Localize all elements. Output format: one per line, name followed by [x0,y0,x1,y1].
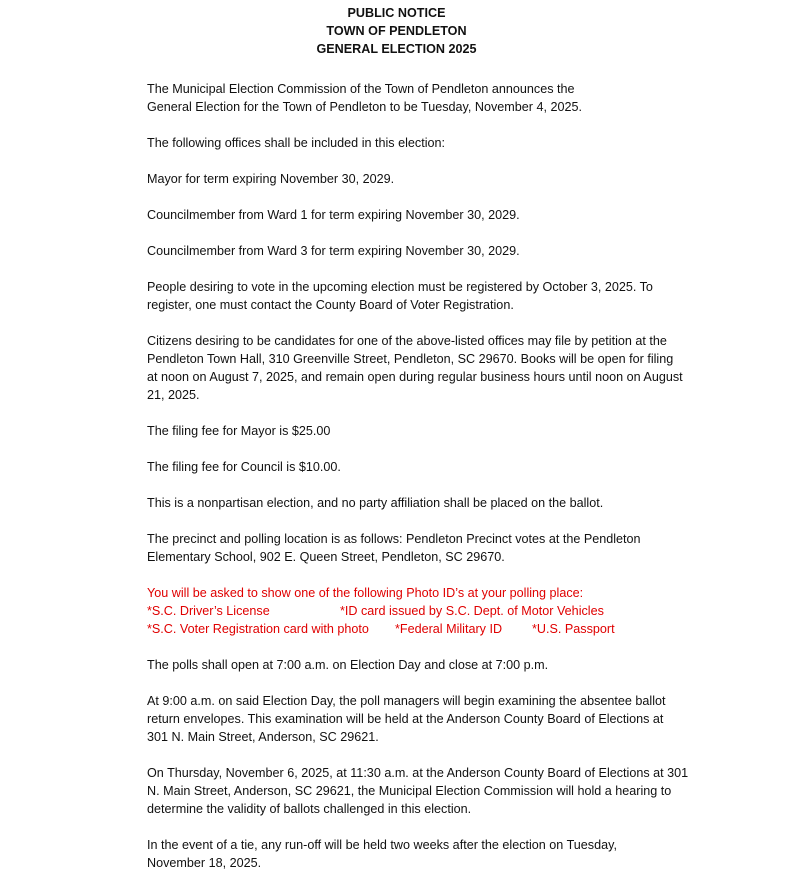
candidates-line: at noon on August 7, 2025, and remain open during regular business hours until noon on August [147,370,683,384]
candidates-line: Pendleton Town Hall, 310 Greenville Street, Pendleton, SC 29670. Books will be open for filing [147,352,674,366]
fee-council: The filing fee for Council is $10.00. [147,460,341,474]
announcement-paragraph [147,80,737,116]
registration-line: People desiring to vote in the upcoming election must be registered by October 3, 2025. To [147,280,653,294]
registration-line: register, one must contact the County Board of Voter Registration. [147,298,514,312]
candidates-line: 21, 2025. [147,388,200,402]
header-public-notice: PUBLIC NOTICE [347,6,446,20]
photo-id-intro: You will be asked to show one of the following Photo ID’s at your polling place: [147,586,584,600]
id-us-passport: *U.S. Passport [532,622,615,636]
hearing-line: On Thursday, November 6, 2025, at 11:30 a.m. at the Anderson County Board of Elections at 301 [147,766,689,780]
announcement-line: The Municipal Election Commission of the Town of Pendleton announces the [147,82,575,96]
office-mayor: Mayor for term expiring November 30, 2029. [147,172,395,186]
photo-id-block [147,584,737,638]
notice-header [0,4,793,58]
tie-line: November 18, 2025. [147,856,262,870]
registration-paragraph [147,278,737,314]
id-voter-registration-card: *S.C. Voter Registration card with photo [147,622,369,636]
header-town-name: TOWN OF PENDLETON [326,24,467,38]
tie-paragraph [147,836,737,872]
announcement-line: General Election for the Town of Pendleton to be Tuesday, November 4, 2025. [147,100,582,114]
precinct-line: Elementary School, 902 E. Queen Street, Pendleton, SC 29670. [147,550,505,564]
candidates-line: Citizens desiring to be candidates for one of the above-listed offices may file by petition at the [147,334,667,348]
fee-mayor: The filing fee for Mayor is $25.00 [147,424,331,438]
precinct-paragraph [147,530,737,566]
header-election-title: GENERAL ELECTION 2025 [316,42,477,56]
hearing-line: determine the validity of ballots challenged in this election. [147,802,472,816]
absentee-line: 301 N. Main Street, Anderson, SC 29621. [147,730,379,744]
tie-line: In the event of a tie, any run-off will be held two weeks after the election on Tuesday, [147,838,617,852]
absentee-line: return envelopes. This examination will be held at the Anderson County Board of Elections at [147,712,664,726]
id-dmv-card: *ID card issued by S.C. Dept. of Motor Vehicles [340,604,604,618]
precinct-line: The precinct and polling location is as follows: Pendleton Precinct votes at the Pendleton [147,532,641,546]
hearing-paragraph [147,764,737,818]
polls-hours: The polls shall open at 7:00 a.m. on Election Day and close at 7:00 p.m. [147,658,549,672]
offices-intro: The following offices shall be included in this election: [147,136,445,150]
candidates-paragraph [147,332,737,404]
hearing-line: N. Main Street, Anderson, SC 29621, the Municipal Election Commission will hold a hearing to [147,784,672,798]
photo-id-row-2 [147,620,737,638]
photo-id-row-1 [147,602,737,620]
notice-body [147,80,737,890]
absentee-paragraph [147,692,737,746]
id-drivers-license: *S.C. Driver’s License [147,604,270,618]
nonpartisan-statement: This is a nonpartisan election, and no party affiliation shall be placed on the ballot. [147,496,604,510]
office-ward-1: Councilmember from Ward 1 for term expiring November 30, 2029. [147,208,520,222]
id-federal-military: *Federal Military ID [395,622,503,636]
absentee-line: At 9:00 a.m. on said Election Day, the poll managers will begin examining the absentee ballot [147,694,666,708]
office-ward-3: Councilmember from Ward 3 for term expiring November 30, 2029. [147,244,520,258]
